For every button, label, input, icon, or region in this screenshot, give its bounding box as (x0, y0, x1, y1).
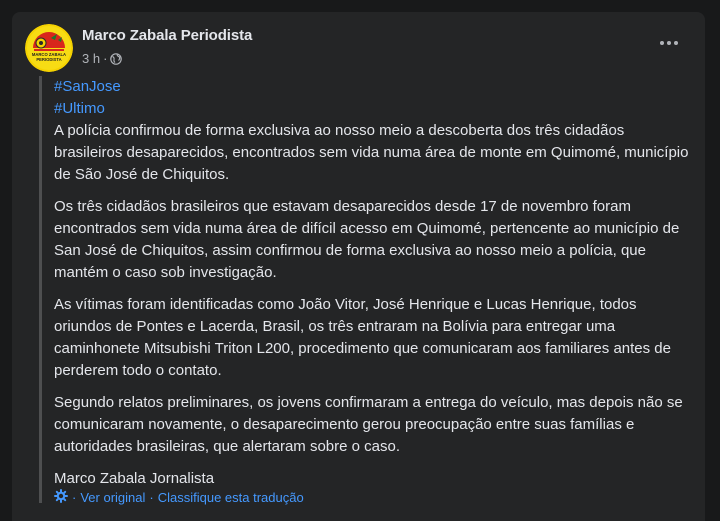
hashtag-sanjose[interactable]: #SanJose (54, 78, 121, 95)
post-body (54, 76, 694, 500)
globe-icon (110, 53, 122, 65)
translation-quote-bar (39, 76, 42, 503)
translation-separator: · (72, 490, 77, 505)
more-options-icon[interactable] (657, 36, 681, 50)
translate-gear-icon (54, 489, 68, 506)
post-paragraph: Segundo relatos preliminares, os jovens confirmaram a entrega do veículo, mas depois não se comunicaram novamente, o desaparecimento gerou preocupação entre suas famílias e autoridades brasileiras, que alertaram sobre o caso. (54, 394, 683, 455)
author-name[interactable]: Marco Zabala Periodista (82, 27, 253, 44)
rate-translation-link[interactable]: Classifique esta tradução (157, 490, 304, 505)
meta-separator: · (103, 51, 108, 66)
svg-text:PERIODISTA: PERIODISTA (36, 57, 62, 62)
post-paragraph: As vítimas foram identificadas como João Vitor, José Henrique e Lucas Henrique, todos oriundos de Pontes e Lacerda, Brasil, os três entraram na Bolívia para entregar uma caminhonete Mitsubishi Triton L200, procedimento que comunicaram aos familiares antes de perderem todo o contato. (54, 296, 671, 379)
post-paragraph: Os três cidadãos brasileiros que estavam desaparecidos desde 17 de novembro foram encontrados sem vida numa área de difícil acesso em Quimomé, pertencente ao município de San José de Chiquitos, assim confirmou de forma exclusiva ao nosso meio a polícia, que mantém o caso sob investigação. (54, 198, 680, 281)
avatar[interactable] (25, 24, 73, 72)
post-paragraph: A polícia confirmou de forma exclusiva ao nosso meio a descoberta dos três cidadãos brasileiros desaparecidos, encontrados sem vida numa área de monte em Quimomé, município de São José de Chiquitos. (54, 122, 689, 183)
translation-separator: · (149, 490, 154, 505)
hashtag-ultimo[interactable]: #Ultimo (54, 100, 105, 117)
svg-text:MARCO ZABALA: MARCO ZABALA (31, 52, 67, 57)
post-time[interactable]: 3 h (82, 51, 101, 66)
post-meta (82, 51, 122, 66)
post-signature: Marco Zabala Jornalista (54, 470, 215, 487)
post-card (12, 12, 705, 521)
see-original-link[interactable]: Ver original (80, 490, 146, 505)
translation-links (54, 489, 304, 506)
